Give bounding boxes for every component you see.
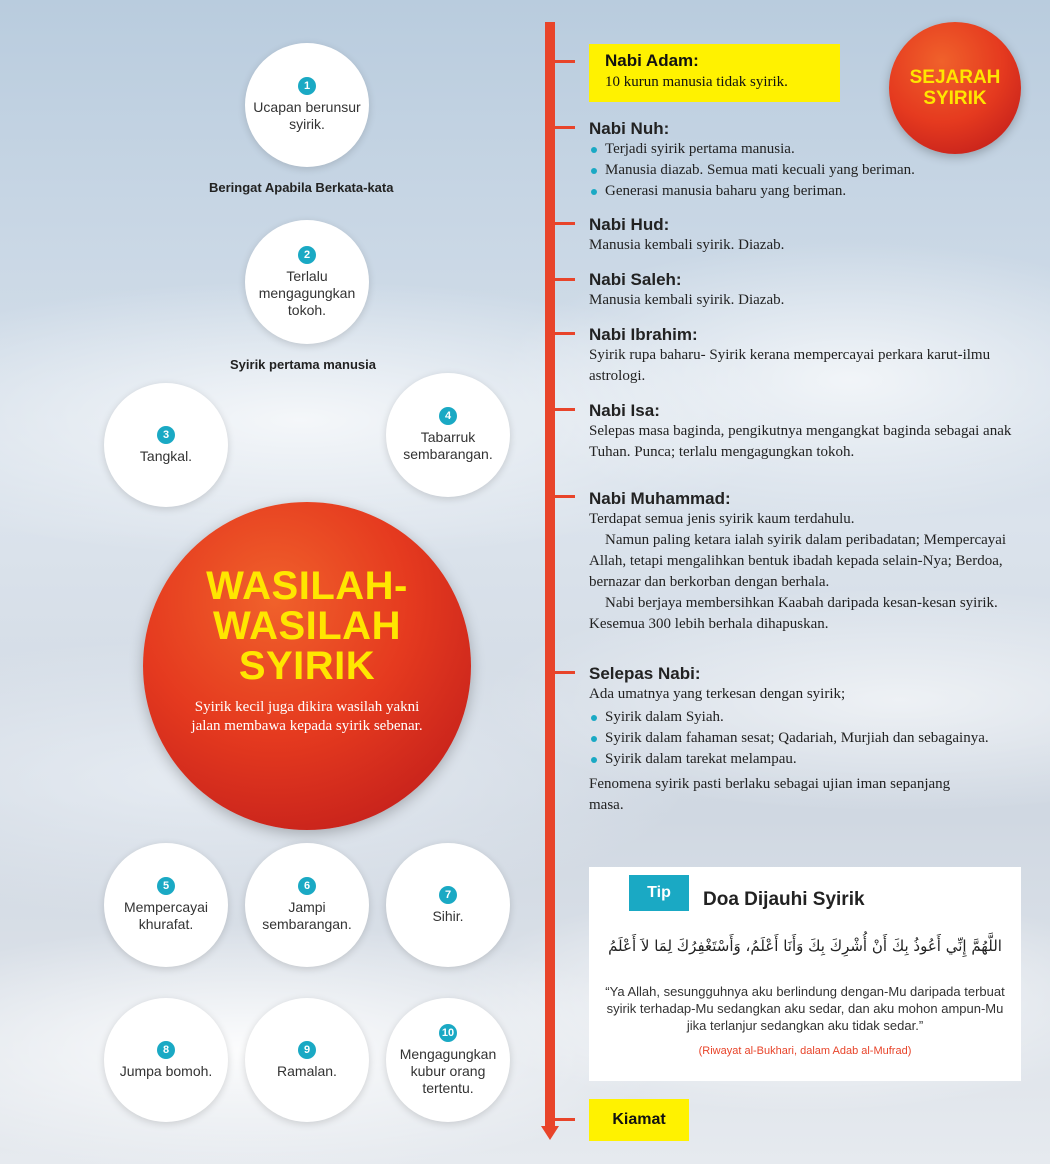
circle-label: Ucapan berunsur syirik. (253, 99, 361, 132)
circle-label: Terlalu mengagungkan tokoh. (258, 267, 356, 318)
entry-isa (589, 400, 1029, 463)
circle-label: Tangkal. (139, 447, 193, 464)
prayer-translation: “Ya Allah, sesungguhnya aku berlindung dengan-Mu daripada terbuat syirik terhadap-Mu sedangkan aku sedar, dan aku mohon ampun-Mu jika terlanjur sedangkan aku tidak sedar.” (605, 984, 1005, 1033)
entry-adam (589, 44, 840, 102)
timeline-line (545, 22, 555, 1126)
circle-3 (104, 383, 228, 507)
number-badge: 9 (298, 1041, 316, 1059)
circle-9 (245, 998, 369, 1122)
list-item: Syirik dalam tarekat melampau. (589, 749, 1009, 770)
circle-label: Jampi sembarangan. (262, 899, 352, 932)
timeline-tick (555, 222, 575, 225)
timeline-arrow-icon (541, 1126, 559, 1140)
list-item: Terjadi syirik pertama manusia. (589, 139, 1029, 160)
wasilah-description: Syirik kecil juga dikira wasilah yakni jalan membawa kepada syirik sebenar. (191, 699, 423, 734)
circle-5 (104, 843, 228, 967)
entry-text: Manusia kembali syirik. Diazab. (589, 237, 785, 253)
circle-8 (104, 998, 228, 1122)
entry-text: Nabi berjaya membersihkan Kaabah daripada kesan-kesan syirik. Kesemua 300 lebih berhala dihapuskan. (589, 595, 998, 632)
circle-label: Ramalan. (277, 1062, 337, 1079)
number-badge: 2 (298, 246, 316, 264)
entry-title: Nabi Muhammad: (589, 489, 731, 508)
entry-title: Nabi Saleh: (589, 270, 682, 289)
number-badge: 5 (157, 877, 175, 895)
entry-text: Syirik rupa baharu- Syirik kerana mempercayai perkara karut-ilmu astrologi. (589, 347, 991, 384)
list-item: Generasi manusia baharu yang beriman. (589, 181, 1029, 202)
list-item: Syirik dalam Syiah. (589, 707, 1009, 728)
list-item: Syirik dalam fahaman sesat; Qadariah, Murjiah dan sebagainya. (589, 728, 1009, 749)
entry-saleh (589, 269, 1029, 311)
bullet-list (589, 139, 1029, 202)
caption-syirik-pertama: Syirik pertama manusia (230, 357, 376, 372)
entry-selepas (589, 663, 1009, 816)
bullet-list (589, 707, 1009, 770)
timeline-tick (555, 408, 575, 411)
circle-6 (245, 843, 369, 967)
timeline-tick (555, 60, 575, 63)
tip-label: Tip (629, 875, 689, 911)
circle-4 (386, 373, 510, 497)
timeline-tick (555, 332, 575, 335)
entry-text: Manusia kembali syirik. Diazab. (589, 292, 785, 308)
number-badge: 7 (439, 886, 457, 904)
number-badge: 1 (298, 77, 316, 95)
entry-text: Terdapat semua jenis syirik kaum terdahulu. (589, 511, 855, 527)
circle-label: Tabarruk sembarangan. (403, 429, 493, 462)
circle-label: Mengagungkan kubur orang tertentu. (399, 1045, 497, 1096)
circle-label: Mempercayai khurafat. (123, 899, 209, 932)
circle-7 (386, 843, 510, 967)
timeline-tick (555, 671, 575, 674)
circle-2 (245, 220, 369, 344)
tip-title: Doa Dijauhi Syirik (703, 889, 865, 910)
entry-text: Fenomena syirik pasti berlaku sebagai ujian iman sepanjang masa. (589, 776, 951, 813)
sejarah-title: SEJARAH SYIRIK (909, 67, 1001, 109)
list-item: Manusia diazab. Semua mati kecuali yang beriman. (589, 160, 1029, 181)
circle-10 (386, 998, 510, 1122)
tip-box (589, 867, 1021, 1081)
entry-title: Nabi Ibrahim: (589, 325, 698, 344)
number-badge: 6 (298, 877, 316, 895)
entry-title: Nabi Adam: (605, 51, 699, 70)
timeline-tick (555, 495, 575, 498)
entry-title: Nabi Isa: (589, 401, 660, 420)
circle-label: Sihir. (432, 907, 464, 924)
entry-text: Ada umatnya yang terkesan dengan syirik; (589, 686, 846, 702)
number-badge: 3 (157, 426, 175, 444)
timeline-tick (555, 278, 575, 281)
prayer-source: (Riwayat al-Bukhari, dalam Adab al-Mufrad) (698, 1045, 912, 1057)
wasilah-title: WASILAH- WASILAH SYIRIK (206, 564, 408, 688)
number-badge: 8 (157, 1041, 175, 1059)
entry-nuh (589, 118, 1029, 202)
number-badge: 4 (439, 407, 457, 425)
caption-beringat: Beringat Apabila Berkata-kata (209, 180, 394, 195)
circle-1 (245, 43, 369, 167)
entry-text: 10 kurun manusia tidak syirik. (605, 74, 788, 90)
timeline-tick (555, 126, 575, 129)
entry-title: Nabi Hud: (589, 215, 670, 234)
circle-label: Jumpa bomoh. (119, 1062, 213, 1079)
entry-title: Selepas Nabi: (589, 664, 701, 683)
entry-muhammad (589, 488, 1029, 635)
arabic-prayer: اللَّهُمَّ إِنِّي أَعُوذُ بِكَ أَنْ أُشْرِكَ بِكَ وَأَنَا أَعْلَمُ، وَأَسْتَغْفِرُكَ لِمَا لاَ أَعْلَمُ (608, 937, 1002, 955)
entry-text: Namun paling ketara ialah syirik dalam peribadatan; Mempercayai Allah, tetapi mengalihkan bentuk ibadah kepada selain-Nya; Berdoa, bernazar dan berkorban dengan berhala. (589, 532, 1007, 590)
entry-kiamat: Kiamat (589, 1099, 689, 1141)
entry-ibrahim (589, 324, 1009, 387)
entry-title: Nabi Nuh: (589, 119, 670, 138)
wasilah-circle (143, 502, 471, 830)
entry-text: Selepas masa baginda, pengikutnya mengangkat baginda sebagai anak Tuhan. Punca; terlalu mengagungkan tokoh. (589, 423, 1012, 460)
timeline-tick (555, 1118, 575, 1121)
number-badge: 10 (439, 1024, 457, 1042)
entry-hud (589, 214, 1029, 256)
